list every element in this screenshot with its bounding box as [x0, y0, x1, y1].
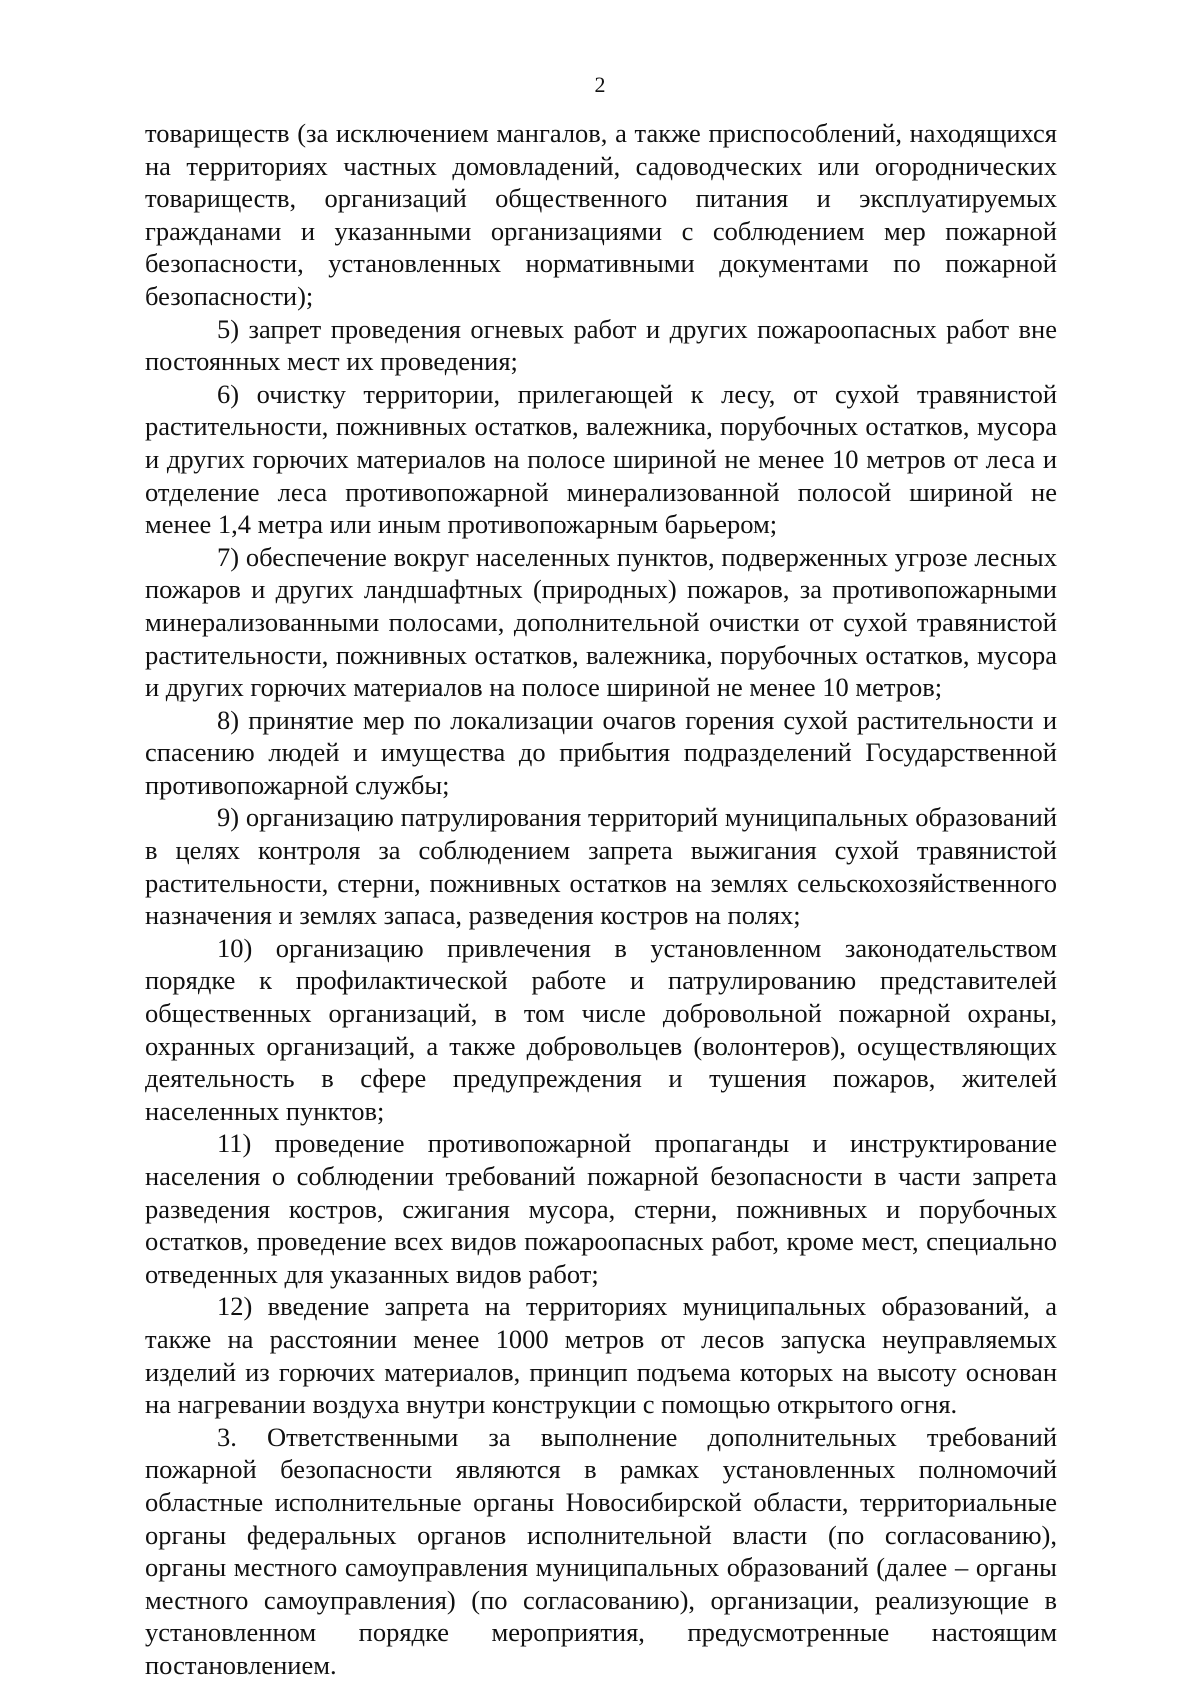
list-item-7: 7) обеспечение вокруг населенных пунктов, подверженных угрозе лесных пожаров и других ландшафтных (природных) пожаров, за противопожарными минерализованными полосами, дополнительной очистки от сухой травянистой растительности, пожнивных остатков, валежника, порубочных остатков, мусора и других горючих материалов на полосе шириной не менее 10 метров; [145, 541, 1057, 703]
list-item-9: 9) организацию патрулирования территорий муниципальных образований в целях контроля за соблюдением запрета выжигания сухой травянистой растительности, стерни, пожнивных остатков на землях сельскохозяйственного назначения и землях запаса, разведения костров на полях; [145, 802, 1057, 931]
list-item-11: 11) проведение противопожарной пропаганды и инструктирование населения о соблюдении требований пожарной безопасности в части запрета разведения костров, сжигания мусора, стерни, пожнивных и порубочных остатков, проведение всех видов пожароопасных работ, кроме мест, специально отведенных для указанных видов работ; [145, 1128, 1057, 1289]
document-body [145, 117, 1057, 1682]
list-item-10: 10) организацию привлечения в установленном законодательством порядке к профилактической работе и патрулированию представителей общественных организаций, в том числе добровольной пожарной охраны, охранных организаций, а также добровольцев (волонтеров), осуществляющих деятельность в сфере предупреждения и тушения пожаров, жителей населенных пунктов; [145, 932, 1057, 1126]
section-3-paragraph: 3. Ответственными за выполнение дополнительных требований пожарной безопасности являются в рамках установленных полномочий областные исполнительные органы Новосибирской области, территориальные органы федеральных органов исполнительной власти (по согласованию), органы местного самоуправления муниципальных образований (далее – органы местного самоуправления) (по согласованию), организации, реализующие в установленном порядке мероприятия, предусмотренные настоящим постановлением. [145, 1421, 1057, 1680]
list-item-8: 8) принятие мер по локализации очагов горения сухой растительности и спасению людей и имущества до прибытия подразделений Государственной противопожарной службы; [145, 704, 1057, 800]
paragraph-continuation: товариществ (за исключением мангалов, а также приспособлений, находящихся на территориях частных домовладений, садоводческих или огороднических товариществ, организаций общественного питания и эксплуатируемых гражданами и указанными организациями с соблюдением мер пожарной безопасности, установленных нормативными документами по пожарной безопасности); [145, 118, 1057, 311]
list-item-5: 5) запрет проведения огневых работ и других пожароопасных работ вне постоянных мест их проведения; [145, 313, 1057, 377]
page-number: 2 [594, 72, 606, 97]
list-item-12: 12) введение запрета на территориях муниципальных образований, а также на расстоянии менее 1000 метров от лесов запуска неуправляемых изделий из горючих материалов, принцип подъема которых на высоту основан на нагревании воздуха внутри конструкции с помощью открытого огня. [145, 1291, 1057, 1420]
list-item-6: 6) очистку территории, прилегающей к лесу, от сухой травянистой растительности, пожнивных остатков, валежника, порубочных остатков, мусора и других горючих материалов на полосе шириной не менее 10 метров от леса и отделение леса противопожарной минерализованной полосой шириной не менее 1,4 метра или иным противопожарным барьером; [145, 378, 1057, 540]
